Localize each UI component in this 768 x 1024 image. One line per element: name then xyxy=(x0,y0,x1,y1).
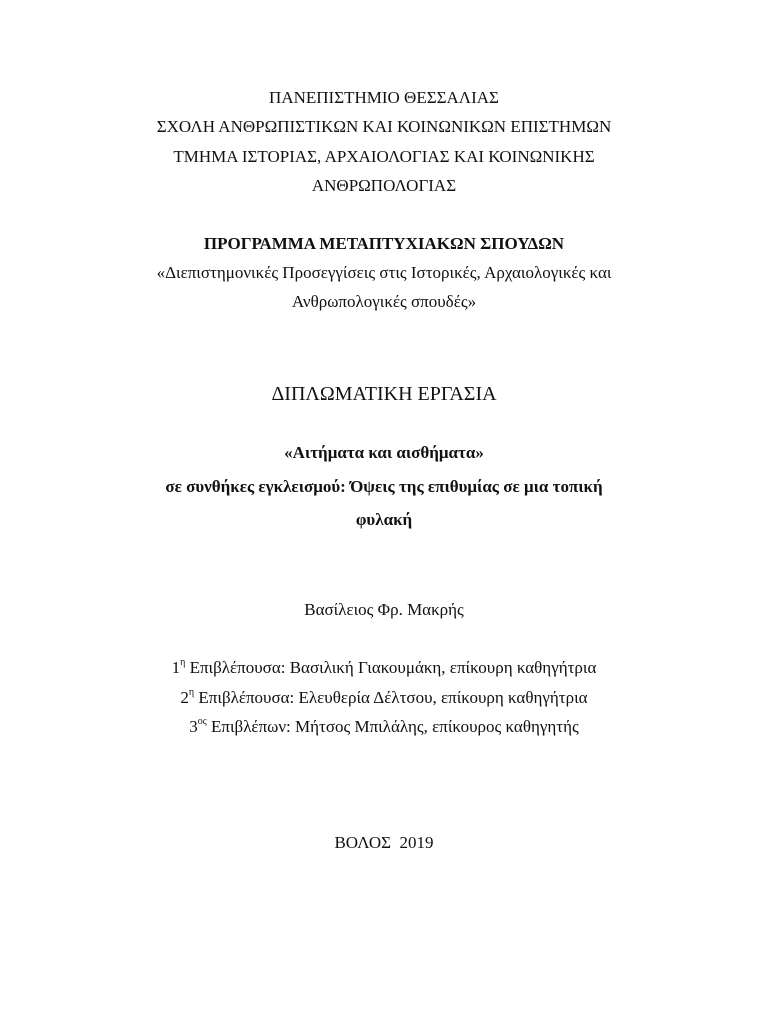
program-subtitle-line1: «Διεπιστημονικές Προσεγγίσεις στις Ιστορικές, Αρχαιολογικές και xyxy=(156,263,612,282)
supervisor-text: Επιβλέπουσα: Ελευθερία Δέλτσου, επίκουρη καθηγήτρια xyxy=(194,688,588,707)
thesis-title-line3: φυλακή xyxy=(355,510,413,529)
supervisor-text: Επιβλέπων: Μήτσος Μπιλάλης, επίκουρος καθηγητής xyxy=(206,717,579,736)
author-name: Βασίλειος Φρ. Μακρής xyxy=(304,600,464,619)
department-name-line2: ΑΝΘΡΩΠΟΛΟΓΙΑΣ xyxy=(311,176,457,195)
department-name-line1: ΤΜΗΜΑ ΙΣΤΟΡΙΑΣ, ΑΡΧΑΙΟΛΟΓΙΑΣ ΚΑΙ ΚΟΙΝΩΝΙΚΗΣ xyxy=(173,147,595,166)
place-year: ΒΟΛΟΣ 2019 xyxy=(334,833,434,852)
thesis-title-line1: «Αιτήματα και αισθήματα» xyxy=(284,443,484,462)
supervisor-1 xyxy=(0,658,768,678)
supervisor-ordinal-suffix: ος xyxy=(197,716,207,728)
thesis-title-line2: σε συνθήκες εγκλεισμού: Όψεις της επιθυμίας σε μια τοπική xyxy=(165,477,603,496)
school-name: ΣΧΟΛΗ ΑΝΘΡΩΠΙΣΤΙΚΩΝ ΚΑΙ ΚΟΙΝΩΝΙΚΩΝ ΕΠΙΣΤΗΜΩΝ xyxy=(156,117,612,136)
supervisor-text: Επιβλέπουσα: Βασιλική Γιακουμάκη, επίκουρη καθηγήτρια xyxy=(185,658,597,677)
supervisor-ordinal: 1 xyxy=(171,658,181,677)
supervisor-ordinal-suffix: η xyxy=(188,687,195,699)
supervisor-ordinal-suffix: η xyxy=(180,657,186,669)
program-title: ΠΡΟΓΡΑΜΜΑ ΜΕΤΑΠΤΥΧΙΑΚΩΝ ΣΠΟΥΔΩΝ xyxy=(203,234,565,253)
supervisor-ordinal: 2 xyxy=(180,688,189,707)
supervisor-3 xyxy=(0,717,768,737)
university-name: ΠΑΝΕΠΙΣΤΗΜΙΟ ΘΕΣΣΑΛΙΑΣ xyxy=(269,88,499,107)
program-subtitle-line2: Ανθρωπολογικές σπουδές» xyxy=(291,292,477,311)
supervisor-ordinal: 3 xyxy=(189,717,198,736)
supervisor-2 xyxy=(0,688,768,708)
document-type: ΔΙΠΛΩΜΑΤΙΚΗ ΕΡΓΑΣΙΑ xyxy=(271,383,497,405)
